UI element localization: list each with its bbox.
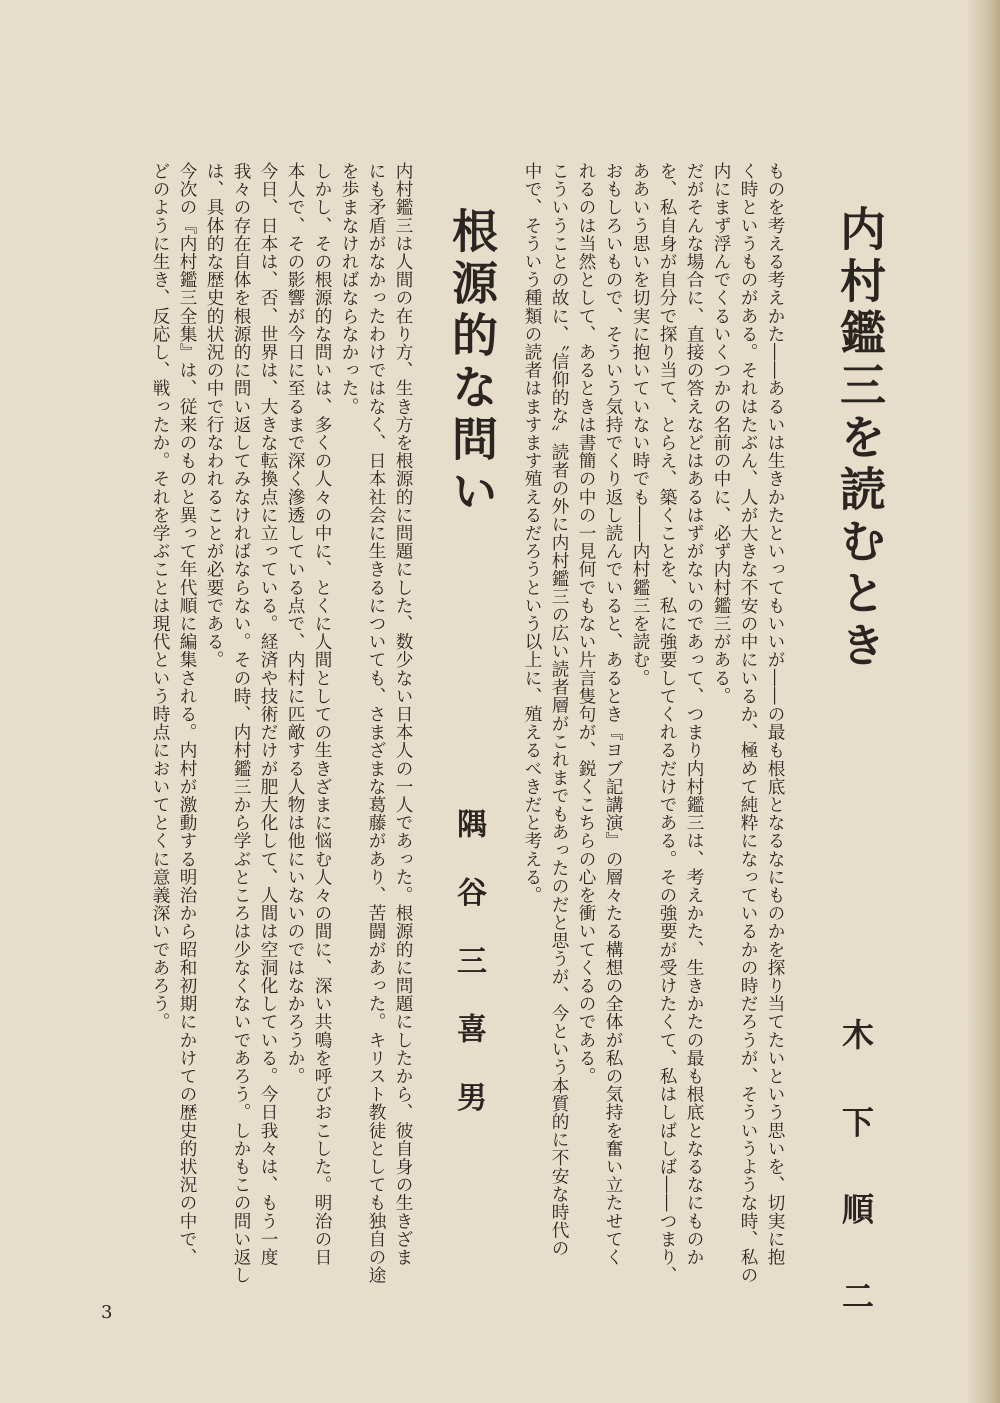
article2-body [138,162,416,1285]
article1-line: ああいう思いを切実に抱いていない時でも――内村鑑三を読む。 [630,162,650,687]
article2-line: しかし、その根源的な問いは、多くの人々の中に、とくに人間としての生きざまに悩む人々の間に、深い共鳴を呼びおこした。明治の日 [312,162,332,1267]
article2-line: にも矛盾がなかったわけではなく、日本社会に生きるについても、さまざまな葛藤があり、苦闘があった。キリスト教徒としても独自の途 [366,162,386,1285]
article2-line: どのように生き、反応し、戦ったか。それを学ぶことは現代という時点においてとくに意義深いであろう。 [150,162,170,1031]
article2-line: 今次の『内村鑑三全集』は、従来のものと異って年代順に編集される。内村が激動する明治から昭和初期にかけての歴史的状況の中で、 [177,162,197,1267]
article1-line: おもしろいもので、そういう気持でくり返し読んでいると、あるとき『ヨブ記講演』の層々たる構想の全体が私の気持を奮い立たせてく [603,162,623,1267]
article1-line: く時というものがある。それはたぶん、人が大きな不安の中にいるか、極めて純粋になっているかの時だろうが、そういうような時、私の [738,162,758,1285]
article1-line: 中で、そういう種類の読者はますます殖えるだろうという以上に、殖えるべきだと考える。 [522,162,542,905]
article1-line: 内にまず浮んでくるいくつかの名前の中に、必ず内村鑑三がある。 [711,162,731,705]
article1-line: こういうことの故に、〝信仰的な〟読者の外に内村鑑三の広い読者層がこれまでもあったのだと思うが、今という本質的に不安な時代の [549,162,569,1258]
article1-title: 内村鑑三を読むとき [833,205,887,673]
article2-line: 内村鑑三は人間の在り方、生き方を根源的に問題にした、数少ない日本人の一人であった。根源的に問題にしたから、彼自身の生きざま [393,162,413,1267]
article2-title: 根源的な問い [445,207,499,519]
article1-line: れるのは当然として、あるときは書簡の中の一見何でもない片言隻句が、鋭くこちらの心を衝いてくるのである。 [576,162,596,1086]
article2-line: 本人で、その影響が今日に至るまで深く滲透している点で、内村に匹敵する人物は他にいないのではなかろうか。 [285,162,305,1086]
article2-line: は、具体的な歴史的状況の中で行なわれることが必要である。 [204,162,224,669]
article2-author: 隅 谷 三 喜 男 [451,808,486,1126]
article1-line: を、私自身が自分で探り当て、とらえ、築くことを、私に強要してくれるだけである。その強要が受けたくて、私はしばしば――つまり、 [657,162,677,1285]
page-number: 3 [101,1302,113,1323]
page-binding-shadow [966,0,1000,1403]
article2-line: 我々の存在自体を根源的に問い返してみなければならない。その時、内村鑑三から学ぶところは少なくないであろう。しかもこの問い返し [231,162,251,1285]
article2-line: を歩まなければならなかった。 [339,162,359,416]
article1-line: だがそんな場合に、直接の答えなどはあるはずがないのであって、つまり内村鑑三は、考えかた、生きかたの最も根底となるなにものか [684,162,704,1267]
article1-line: ものを考える考えかた――あるいは生きかたといってもいいが――の最も根底となるなにものかを探り当てたいという思いを、切実に抱 [765,162,785,1267]
article1-body [522,162,788,1285]
article1-author: 木 下 順 二 [837,1018,875,1334]
article2-line: 今日、日本は、否、世界は、大きな転換点に立っている。経済や技術だけが肥大化して、人間は空洞化している。今日我々は、もう一度 [258,162,278,1267]
